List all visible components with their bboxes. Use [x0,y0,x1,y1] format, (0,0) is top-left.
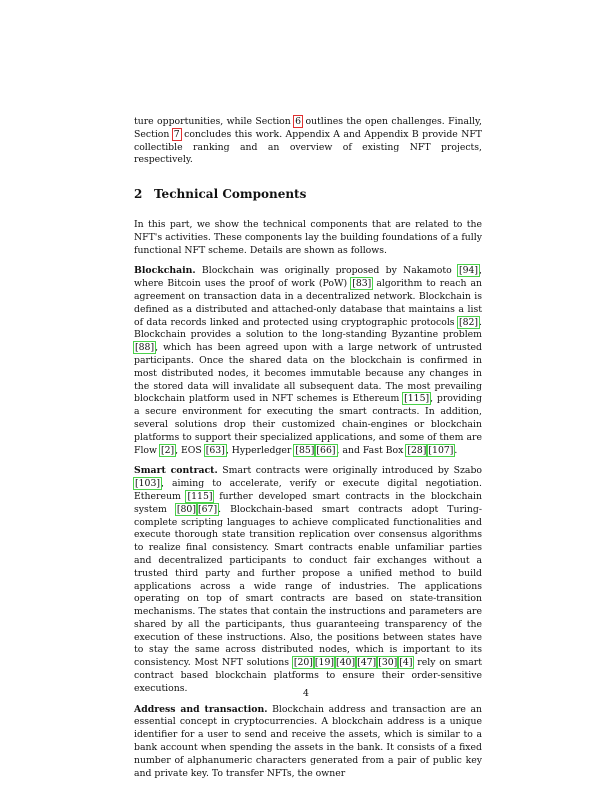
citation-63[interactable]: [63] [205,444,225,456]
citation-40[interactable]: [40] [336,657,356,669]
citation-2[interactable]: [2] [160,444,175,456]
citation-85[interactable]: [85] [295,444,315,456]
citation-103[interactable]: [103] [135,478,160,490]
citation-82[interactable]: [82] [458,316,479,328]
section-ref-7[interactable]: 7 [173,128,180,140]
section-intro-paragraph: In this part, we show the technical components that are related to the NFT's activities. These components lay the building foundations of a fully functional NFT scheme. Details are shown as follows. [134,218,482,256]
address-paragraph: Address and transaction. Blockchain address and transaction are an essential concept in cryptocurrencies. A blockchain address is a unique identifier for a user to send and receive the assets, which is similar to a bank account when spending the assets in the bank. It consists of a fixed number of alphanumeric characters generated from a pair of public key and private key. To transfer NFTs, the owner [134,703,482,779]
citation-20[interactable]: [20] [293,657,313,669]
address-heading: Address and transaction. [134,703,268,715]
intro-paragraph: ture opportunities, while Section 6 outlines the open challenges. Finally, Section 7 concludes this work. Appendix A and Appendix B provide NFT collectible ranking and an overview of existing NFT projects, respectively. [134,116,483,166]
section-ref-6[interactable]: 6 [295,116,302,127]
citation-115[interactable]: [115] [187,490,213,502]
blockchain-paragraph: Blockchain. Blockchain was originally proposed by Nakamoto [94], where Bitcoin uses the proof of work (PoW) [83] algorithm to reach an agreement on transaction data in a decentralized network. Blockchain is defined as a distributed and attached-only database that maintains a list of data records linked and protected using cryptographic protocols [82]. Blockchain provides a solution to the long-standing Byzantine problem [88], which has been agreed upon with a large network of untrusted participants. Once the shared data on the blockchain is confirmed in most distributed nodes, it becomes immutable because any changes in the stored data will invalidate all subsequent data. The most prevailing blockchain platform used in NFT schemes is Ethereum [115], providing a secure environment for executing the smart contracts. In addition, several solutions drop their customized chain-engines or blockchain platforms to support their specialized applications, and some of them are Flow [2], EOS [63], Hyperledger [85] [66], and Fast Box [28] [107]. [134,265,482,456]
citation-28[interactable]: [28] [407,444,427,456]
citation-30[interactable]: [30] [378,657,398,669]
citation-115[interactable]: [115] [404,393,430,405]
page-number: 4 [303,688,309,699]
citation-47[interactable]: [47] [357,657,377,669]
citation-83[interactable]: [83] [352,278,372,290]
citation-88[interactable]: [88] [135,342,155,354]
citation-66[interactable]: [66] [316,444,336,456]
smart-contract-heading: Smart contract. [134,465,218,477]
citation-80[interactable]: [80] [176,503,196,515]
citation-67[interactable]: [67] [197,503,218,515]
citation-19[interactable]: [19] [314,657,334,669]
blockchain-heading: Blockchain. [134,265,196,277]
smart-contract-paragraph: Smart contract. Smart contracts were originally introduced by Szabo [103], aiming to accelerate, verify or execute digital negotiation. Ethereum [115] further developed smart contracts in the blockchain system [80] [67]. Blockchain-based smart contracts adopt Turing-complete scripting languages to achieve complicated functionalities and execute thorough state transition replication over consensus algorithms to realize final consistency. Smart contracts enable unfamiliar parties and decentralized participants to conduct fair exchanges without a trusted third party and further propose a unified method to build applications across a wide range of industries. The applications operating on top of smart contracts are based on state-transition mechanisms. The states that contain the instructions and parameters are shared by all the participants, thus guaranteeing transparency of the execution of these instructions. Also, the positions between states have to stay the same across distributed nodes, which is important to its consistency. Most NFT solutions [20] [19] [40] [47] [30] [4] rely on smart contract based blockchain platforms to ensure their order-sensitive executions. [134,465,482,694]
section-title: Technical Components [154,187,307,202]
citation-107[interactable]: [107] [428,444,454,456]
section-number: 2 [134,187,143,202]
section-heading [134,188,482,201]
citation-94[interactable]: [94] [458,265,479,277]
citation-4[interactable]: [4] [399,657,413,669]
